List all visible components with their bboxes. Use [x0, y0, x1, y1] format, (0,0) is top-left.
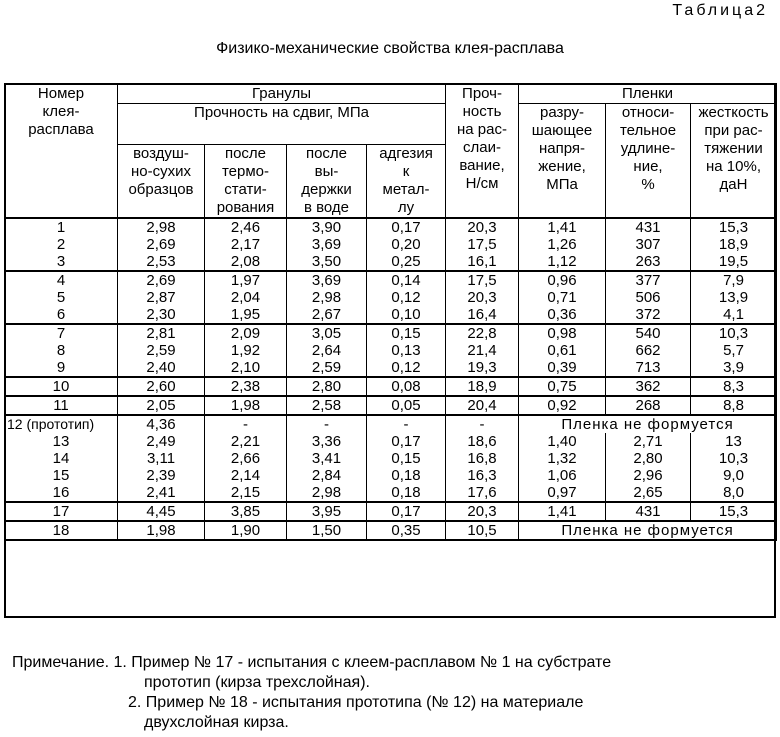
table-row	[5, 467, 777, 484]
cell-f: 0,92	[519, 396, 606, 415]
cell-d: 0,15	[367, 450, 446, 467]
header-granules: Гранулы	[118, 84, 446, 104]
cell-g: 506	[606, 289, 691, 306]
cell-c: -	[287, 415, 367, 433]
cell-b: -	[205, 415, 287, 433]
table-row	[5, 306, 777, 324]
table-row	[5, 236, 777, 253]
cell-e: 10,5	[446, 521, 519, 540]
cell-b: 1,92	[205, 342, 287, 359]
table-row	[5, 484, 777, 502]
cell-c: 3,41	[287, 450, 367, 467]
cell-n: 12 (прототип)	[5, 415, 118, 433]
cell-a: 2,69	[118, 271, 205, 289]
cell-n: 1	[5, 218, 118, 236]
cell-a: 2,53	[118, 253, 205, 271]
cell-d: 0,14	[367, 271, 446, 289]
cell-d: -	[367, 415, 446, 433]
cell-d: 0,15	[367, 324, 446, 342]
table-row	[5, 359, 777, 377]
cell-b: 2,14	[205, 467, 287, 484]
cell-a: 3,11	[118, 450, 205, 467]
cell-b: 1,97	[205, 271, 287, 289]
cell-c: 3,90	[287, 218, 367, 236]
header-line: даН	[719, 176, 748, 193]
cell-h: 8,8	[691, 396, 777, 415]
cell-a: 4,36	[118, 415, 205, 433]
cell-n: 18	[5, 521, 118, 540]
cell-b: 1,90	[205, 521, 287, 540]
table-row	[5, 415, 777, 433]
header-line: после	[305, 145, 348, 162]
cell-d: 0,12	[367, 359, 446, 377]
cell-c: 2,98	[287, 484, 367, 502]
cell-g: 2,65	[606, 484, 691, 502]
cell-a: 2,30	[118, 306, 205, 324]
note-line-2: прототип (кирза трехслойная).	[144, 674, 370, 691]
header-line: образцов	[128, 181, 194, 198]
cell-b: 1,95	[205, 306, 287, 324]
cell-g: 377	[606, 271, 691, 289]
header-break-stress	[519, 104, 606, 219]
cell-e: 16,8	[446, 450, 519, 467]
cell-d: 0,20	[367, 236, 446, 253]
cell-g: 372	[606, 306, 691, 324]
header-line: напря-	[538, 140, 586, 157]
cell-b: 2,38	[205, 377, 287, 396]
cell-g: 307	[606, 236, 691, 253]
cell-g: 2,96	[606, 467, 691, 484]
cell-a: 2,98	[118, 218, 205, 236]
note-line-1: Примечание. 1. Пример № 17 - испытания с клеем-расплавом № 1 на субстрате	[12, 654, 612, 671]
cell-e: 18,6	[446, 433, 519, 450]
header-line: шающее	[531, 122, 593, 139]
cell-a: 2,81	[118, 324, 205, 342]
cell-f: 0,75	[519, 377, 606, 396]
cell-c: 2,67	[287, 306, 367, 324]
header-air-dry	[118, 145, 205, 219]
header-elongation	[606, 104, 691, 219]
cell-b: 2,09	[205, 324, 287, 342]
cell-h: 15,3	[691, 502, 777, 521]
header-line: тельное	[619, 122, 677, 139]
cell-g: 662	[606, 342, 691, 359]
cell-f: 0,61	[519, 342, 606, 359]
header-after-thermostat	[205, 145, 287, 219]
header-line: Н/см	[465, 175, 499, 192]
cell-h: 7,9	[691, 271, 777, 289]
cell-n: 8	[5, 342, 118, 359]
cell-e: 16,1	[446, 253, 519, 271]
cell-f: 0,97	[519, 484, 606, 502]
cell-c: 2,98	[287, 289, 367, 306]
header-line: на 10%,	[706, 158, 761, 175]
cell-a: 2,49	[118, 433, 205, 450]
properties-table	[4, 83, 777, 541]
cell-h: 13	[691, 433, 777, 450]
cell-a: 2,69	[118, 236, 205, 253]
cell-c: 2,80	[287, 377, 367, 396]
header-line: Проч-	[462, 85, 502, 102]
header-adhesion	[367, 145, 446, 219]
cell-n: 7	[5, 324, 118, 342]
table-number-label: Таблица2	[672, 2, 768, 19]
header-line: ние,	[633, 158, 663, 175]
cell-c: 3,69	[287, 271, 367, 289]
cell-g: 2,80	[606, 450, 691, 467]
cell-n: 11	[5, 396, 118, 415]
cell-c: 2,59	[287, 359, 367, 377]
header-sample-number	[5, 84, 118, 218]
table-caption: Физико-механические свойства клея-расплава	[216, 40, 564, 57]
cell-h: 13,9	[691, 289, 777, 306]
header-line: относи-	[621, 104, 675, 121]
cell-n: 6	[5, 306, 118, 324]
cell-n: 4	[5, 271, 118, 289]
cell-e: 20,3	[446, 289, 519, 306]
header-line: ность	[462, 103, 502, 120]
header-line: метал-	[382, 181, 430, 198]
notes	[12, 653, 611, 733]
cell-e: 22,8	[446, 324, 519, 342]
table-row	[5, 289, 777, 306]
header-line: расплава	[28, 121, 94, 138]
cell-b: 2,46	[205, 218, 287, 236]
cell-f: 0,71	[519, 289, 606, 306]
header-line: клея-	[42, 103, 80, 120]
cell-e: 21,4	[446, 342, 519, 359]
header-stiffness	[691, 104, 777, 219]
cell-h: 5,7	[691, 342, 777, 359]
header-films: Пленки	[519, 84, 777, 104]
cell-g: 2,71	[606, 433, 691, 450]
cell-f: 1,41	[519, 218, 606, 236]
cell-e: 20,3	[446, 502, 519, 521]
cell-c: 3,05	[287, 324, 367, 342]
table-row	[5, 218, 777, 236]
cell-e: 20,4	[446, 396, 519, 415]
cell-h: 19,5	[691, 253, 777, 271]
cell-a: 2,41	[118, 484, 205, 502]
cell-d: 0,17	[367, 433, 446, 450]
cell-e: 16,3	[446, 467, 519, 484]
cell-e: -	[446, 415, 519, 433]
cell-h: 10,3	[691, 324, 777, 342]
cell-g: 362	[606, 377, 691, 396]
cell-e: 19,3	[446, 359, 519, 377]
table-row	[5, 502, 777, 521]
cell-h: 15,3	[691, 218, 777, 236]
cell-h: 9,0	[691, 467, 777, 484]
cell-h: 8,0	[691, 484, 777, 502]
table-row	[5, 433, 777, 450]
cell-n: 17	[5, 502, 118, 521]
cell-c: 3,36	[287, 433, 367, 450]
cell-c: 3,50	[287, 253, 367, 271]
header-line: термо-	[221, 163, 270, 180]
cell-h: 10,3	[691, 450, 777, 467]
cell-b: 2,04	[205, 289, 287, 306]
cell-a: 2,59	[118, 342, 205, 359]
note-line-4: двухслойная кирза.	[144, 714, 289, 731]
cell-e: 20,3	[446, 218, 519, 236]
header-line: жесткость	[698, 104, 769, 121]
header-line: адгезия	[379, 145, 433, 162]
header-line: рования	[216, 199, 275, 216]
cell-d: 0,12	[367, 289, 446, 306]
note-line-3: 2. Пример № 18 - испытания прототипа (№ 12) на материале	[128, 694, 584, 711]
cell-f: 1,26	[519, 236, 606, 253]
cell-g: 540	[606, 324, 691, 342]
header-line: удлине-	[620, 140, 676, 157]
cell-h: 8,3	[691, 377, 777, 396]
cell-d: 0,17	[367, 218, 446, 236]
cell-n: 13	[5, 433, 118, 450]
cell-f: 0,96	[519, 271, 606, 289]
cell-h: 3,9	[691, 359, 777, 377]
cell-d: 0,25	[367, 253, 446, 271]
header-line: вы-	[314, 163, 339, 180]
cell-d: 0,13	[367, 342, 446, 359]
cell-d: 0,18	[367, 467, 446, 484]
cell-d: 0,08	[367, 377, 446, 396]
header-line: %	[641, 176, 655, 193]
cell-g: 431	[606, 218, 691, 236]
cell-g: 713	[606, 359, 691, 377]
cell-c: 1,50	[287, 521, 367, 540]
header-line: стати-	[224, 181, 267, 198]
header-after-water	[287, 145, 367, 219]
cell-h: 18,9	[691, 236, 777, 253]
cell-f: 1,06	[519, 467, 606, 484]
cell-e: 16,4	[446, 306, 519, 324]
cell-f: 0,39	[519, 359, 606, 377]
cell-d: 0,17	[367, 502, 446, 521]
cell-d: 0,35	[367, 521, 446, 540]
cell-n: 2	[5, 236, 118, 253]
header-line: но-сухих	[131, 163, 191, 180]
header-line: жение,	[538, 158, 586, 175]
film-note-cell: Пленка не формуется	[519, 521, 777, 540]
cell-e: 17,6	[446, 484, 519, 502]
cell-e: 17,5	[446, 271, 519, 289]
cell-b: 2,15	[205, 484, 287, 502]
cell-g: 268	[606, 396, 691, 415]
table-row	[5, 521, 777, 540]
header-line: лу	[397, 199, 415, 216]
header-line: на рас-	[457, 121, 507, 138]
header-line: к	[402, 163, 410, 180]
table-row	[5, 271, 777, 289]
cell-a: 2,60	[118, 377, 205, 396]
header-shear-strength: Прочность на сдвиг, МПа	[118, 104, 446, 145]
cell-b: 2,21	[205, 433, 287, 450]
cell-e: 17,5	[446, 236, 519, 253]
cell-f: 1,32	[519, 450, 606, 467]
cell-c: 2,58	[287, 396, 367, 415]
cell-a: 4,45	[118, 502, 205, 521]
cell-b: 2,66	[205, 450, 287, 467]
cell-b: 1,98	[205, 396, 287, 415]
cell-f: 0,98	[519, 324, 606, 342]
header-line: разру-	[539, 104, 585, 121]
cell-c: 2,64	[287, 342, 367, 359]
cell-f: 1,41	[519, 502, 606, 521]
header-peel-strength	[446, 84, 519, 218]
cell-n: 5	[5, 289, 118, 306]
header-line: вание,	[459, 157, 505, 174]
cell-b: 2,10	[205, 359, 287, 377]
cell-b: 2,08	[205, 253, 287, 271]
film-note-cell: Пленка не формуется	[519, 415, 777, 433]
cell-a: 2,05	[118, 396, 205, 415]
table-row	[5, 377, 777, 396]
cell-e: 18,9	[446, 377, 519, 396]
cell-d: 0,18	[367, 484, 446, 502]
header-line: после	[224, 145, 267, 162]
cell-b: 3,85	[205, 502, 287, 521]
table-row	[5, 324, 777, 342]
cell-a: 2,39	[118, 467, 205, 484]
cell-a: 2,87	[118, 289, 205, 306]
cell-c: 3,95	[287, 502, 367, 521]
cell-b: 2,17	[205, 236, 287, 253]
cell-a: 2,40	[118, 359, 205, 377]
cell-d: 0,10	[367, 306, 446, 324]
cell-f: 1,12	[519, 253, 606, 271]
cell-n: 3	[5, 253, 118, 271]
cell-a: 1,98	[118, 521, 205, 540]
cell-h: 4,1	[691, 306, 777, 324]
table-row	[5, 253, 777, 271]
cell-f: 0,36	[519, 306, 606, 324]
cell-n: 16	[5, 484, 118, 502]
cell-n: 10	[5, 377, 118, 396]
header-line: Номер	[37, 85, 85, 102]
header-line: в воде	[303, 199, 350, 216]
header-line: при рас-	[704, 122, 763, 139]
header-line: слаи-	[463, 139, 501, 156]
header-line: тяжении	[704, 140, 763, 157]
header-line: МПа	[546, 176, 578, 193]
cell-c: 2,84	[287, 467, 367, 484]
cell-n: 14	[5, 450, 118, 467]
table-row	[5, 342, 777, 359]
cell-f: 1,40	[519, 433, 606, 450]
table-row	[5, 450, 777, 467]
header-line: держки	[301, 181, 352, 198]
header-line: воздуш-	[133, 145, 189, 162]
cell-n: 9	[5, 359, 118, 377]
cell-g: 263	[606, 253, 691, 271]
cell-g: 431	[606, 502, 691, 521]
cell-n: 15	[5, 467, 118, 484]
table-row	[5, 396, 777, 415]
cell-c: 3,69	[287, 236, 367, 253]
cell-d: 0,05	[367, 396, 446, 415]
